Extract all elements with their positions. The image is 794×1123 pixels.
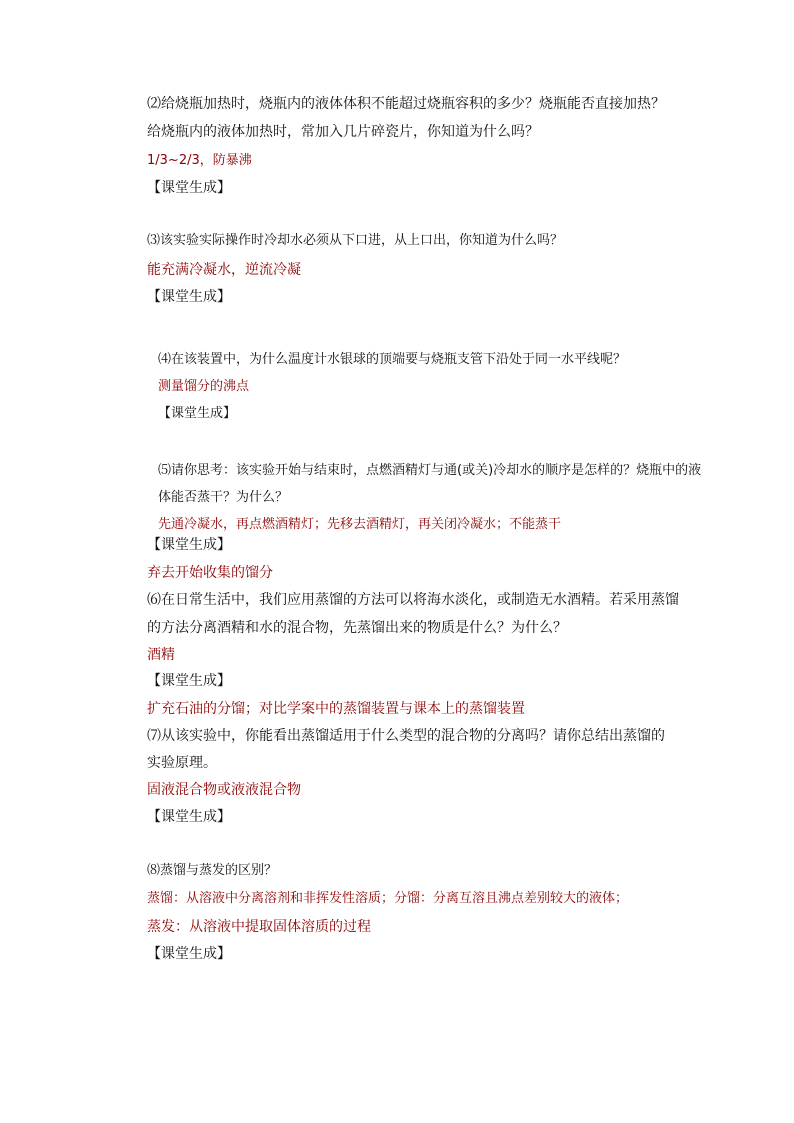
q6-extra: 扩充石油的分馏；对比学案中的蒸馏装置与课本上的蒸馏装置 bbox=[147, 701, 525, 717]
q5-extra: 弃去开始收集的馏分 bbox=[147, 565, 273, 581]
q3-answer: 能充满冷凝水，逆流冷凝 bbox=[147, 262, 301, 278]
q8-answer1: 蒸馏：从溶液中分离溶剂和非挥发性溶质；分馏：分离互溶且沸点差别较大的液体； bbox=[147, 891, 629, 906]
q2-line1: ⑵给烧瓶加热时，烧瓶内的液体体积不能超过烧瓶容积的多少？烧瓶能否直接加热？ bbox=[147, 96, 665, 112]
q6-line1: ⑹在日常生活中，我们应用蒸馏的方法可以将海水淡化，或制造无水酒精。若采用蒸馏 bbox=[147, 592, 679, 608]
q4-line1: ⑷在该装置中，为什么温度计水银球的顶端要与烧瓶支管下沿处于同一水平线呢？ bbox=[158, 352, 627, 367]
q7-line2: 实验原理。 bbox=[147, 755, 217, 771]
q3-line1: ⑶该实验实际操作时冷却水必须从下口进，从上口出，你知道为什么吗？ bbox=[147, 233, 564, 248]
q8-tag: 【课堂生成】 bbox=[147, 946, 231, 962]
q6-answer: 酒精 bbox=[147, 647, 175, 663]
q8-answer2: 蒸发：从溶液中提取固体溶质的过程 bbox=[147, 919, 371, 935]
q6-tag: 【课堂生成】 bbox=[147, 673, 231, 689]
q4-answer: 测量馏分的沸点 bbox=[158, 379, 250, 394]
q4-tag: 【课堂生成】 bbox=[158, 406, 237, 421]
q5-line1: ⑸请你思考：该实验开始与结束时，点燃酒精灯与通(或关)冷却水的顺序是怎样的？烧瓶中的液 bbox=[158, 463, 702, 478]
q7-tag: 【课堂生成】 bbox=[147, 809, 231, 825]
q5-tag: 【课堂生成】 bbox=[147, 537, 231, 553]
q7-line1: ⑺从该实验中，你能看出蒸馏适用于什么类型的混合物的分离吗？请你总结出蒸馏的 bbox=[147, 728, 665, 744]
q5-line2: 体能否蒸干？为什么？ bbox=[158, 490, 289, 505]
q2-tag: 【课堂生成】 bbox=[147, 180, 231, 196]
q8-line1: ⑻蒸馏与蒸发的区别？ bbox=[147, 863, 278, 878]
q2-line2: 给烧瓶内的液体加热时，常加入几片碎瓷片，你知道为什么吗？ bbox=[147, 124, 539, 140]
q5-answer: 先通冷凝水，再点燃酒精灯；先移去酒精灯，再关闭冷凝水；不能蒸干 bbox=[158, 517, 562, 532]
q6-line2: 的方法分离酒精和水的混合物，先蒸馏出来的物质是什么？为什么？ bbox=[147, 620, 567, 636]
q3-tag: 【课堂生成】 bbox=[147, 289, 231, 305]
q7-answer: 固液混合物或液液混合物 bbox=[147, 782, 301, 798]
q2-answer: 1/3~2/3，防暴沸 bbox=[147, 153, 252, 168]
